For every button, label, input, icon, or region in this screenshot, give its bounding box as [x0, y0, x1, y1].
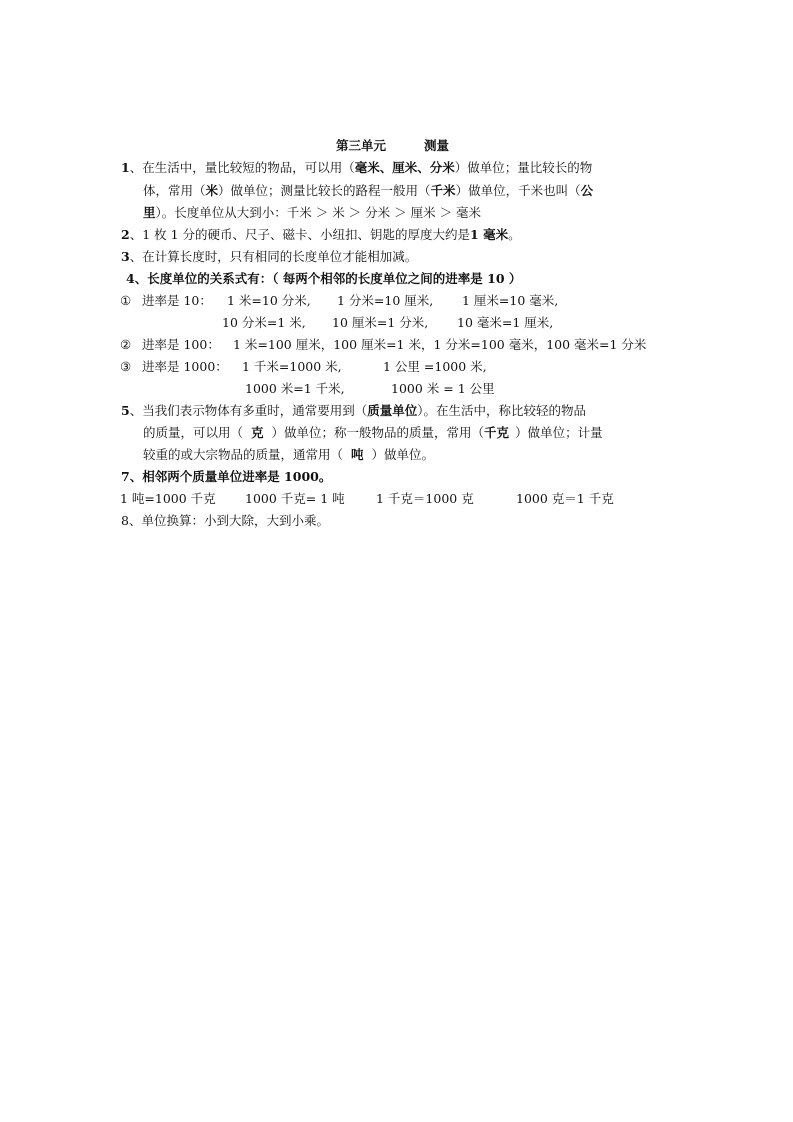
item-5-text: ）做单位；计量	[515, 425, 603, 440]
item-5-number: 5	[121, 403, 130, 418]
rate-10-label: 进率是 10：	[142, 293, 212, 308]
rate-1000-label: 进率是 1000：	[142, 359, 228, 374]
item-5-emphasis: 克	[251, 425, 264, 440]
item-1-text: 、在生活中，量比较短的物品，可以用（	[129, 160, 355, 175]
item-3	[121, 247, 417, 267]
item-1-text: ）做单位；测量比较长的路程一般用（	[218, 183, 431, 198]
circled-number-1: ①	[120, 293, 132, 308]
item-4	[126, 269, 521, 289]
item-5-line-1	[121, 401, 586, 421]
item-5-text: 的质量，可以用（	[143, 425, 244, 440]
item-4-text: 、长度单位的关系式有：（ 每两个相邻的长度单位之间的进率是 10 ）	[134, 271, 522, 286]
rate-1000-equation: 1000 米=1 千米,	[245, 381, 345, 396]
item-5-text: ）。在生活中，称比较轻的物品	[417, 403, 586, 418]
item-3-text: 、在计算长度时，只有相同的长度单位才能相加减。	[129, 249, 418, 264]
item-2-text: 。	[508, 227, 521, 242]
item-2-emphasis: 1 毫米	[470, 227, 509, 242]
mass-conversions-row	[120, 489, 760, 509]
item-2	[121, 225, 521, 245]
rate-100-label: 进率是 100：	[142, 337, 220, 352]
item-1-line-1	[121, 158, 592, 178]
page-title	[336, 136, 449, 156]
rate-10-equation: 1 厘米=10 毫米,	[462, 293, 559, 308]
rate-10-equation: 10 分米=1 米,	[222, 315, 306, 330]
item-2-text: 、1 枚 1 分的硬币、尺子、磁卡、小纽扣、钥匙的厚度大约是	[129, 227, 471, 242]
item-1-line-3	[143, 203, 481, 223]
title-unit: 第三单元	[336, 138, 387, 153]
rate-1000-row-1	[120, 357, 760, 377]
circled-number-2: ②	[120, 337, 132, 352]
item-2-number: 2	[121, 227, 130, 242]
mass-equation: 1000 克＝1 千克	[516, 491, 614, 506]
rate-10-row-2	[120, 313, 760, 333]
title-topic: 测量	[424, 138, 450, 153]
item-1-text: ）。长度单位从大到小：千米 ＞ 米 ＞ 分米 ＞ 厘米 ＞ 毫米	[155, 205, 482, 220]
mass-equation: 1000 千克= 1 吨	[245, 491, 345, 506]
item-5-line-3	[143, 445, 434, 465]
item-5-text: ）做单位；称一般物品的质量，常用（	[271, 425, 485, 440]
item-1-emphasis: 米	[205, 183, 219, 198]
item-1-number: 1	[121, 160, 130, 175]
item-5-emphasis: 吨	[351, 447, 364, 462]
rate-100-equations: 1 米=100 厘米，100 厘米=1 米，1 分米=100 毫米，100 毫米=1 分米	[233, 337, 647, 352]
item-1-emphasis: 千米	[430, 183, 456, 198]
mass-equation: 1 吨=1000 千克	[120, 491, 216, 506]
rate-1000-equation: 1 公里 =1000 米,	[383, 359, 487, 374]
item-5-text: 、当我们表示物体有多重时，通常要用到（	[129, 403, 368, 418]
item-5-emphasis: 质量单位	[367, 403, 418, 418]
item-1-text: 体，常用（	[143, 183, 206, 198]
circled-number-3: ③	[120, 359, 132, 374]
item-1-text: ）做单位，千米也叫（	[455, 183, 581, 198]
item-4-number: 4	[126, 271, 135, 286]
rate-1000-equation: 1 千米=1000 米,	[242, 359, 342, 374]
item-1-text: ）做单位；量比较长的物	[454, 160, 593, 175]
item-5-text: ）做单位。	[371, 447, 435, 462]
item-1-emphasis: 公	[580, 183, 594, 198]
item-5-text: 较重的或大宗物品的质量，通常用（	[143, 447, 344, 462]
rate-10-equation: 1 米=10 分米,	[227, 293, 311, 308]
rate-1000-row-2	[120, 379, 760, 399]
rate-10-equation: 1 分米=10 厘米,	[337, 293, 434, 308]
item-7: 7、相邻两个质量单位进率是 1000。	[121, 469, 332, 484]
item-3-number: 3	[121, 249, 130, 264]
item-5-emphasis: 千克	[484, 425, 510, 440]
item-1-emphasis: 里	[143, 205, 156, 220]
item-1-line-2	[143, 181, 593, 201]
item-8: 8、单位换算：小到大除，大到小乘。	[121, 513, 329, 528]
rate-10-row-1	[120, 291, 760, 311]
item-5-line-2	[143, 423, 603, 443]
rate-100-row	[120, 335, 760, 355]
item-1-emphasis: 毫米、厘米、分米	[354, 160, 455, 175]
rate-10-equation: 10 毫米=1 厘米,	[457, 315, 554, 330]
rate-10-equation: 10 厘米=1 分米,	[332, 315, 429, 330]
rate-1000-equation: 1000 米 = 1 公里	[391, 381, 495, 396]
mass-equation: 1 千克＝1000 克	[376, 491, 474, 506]
